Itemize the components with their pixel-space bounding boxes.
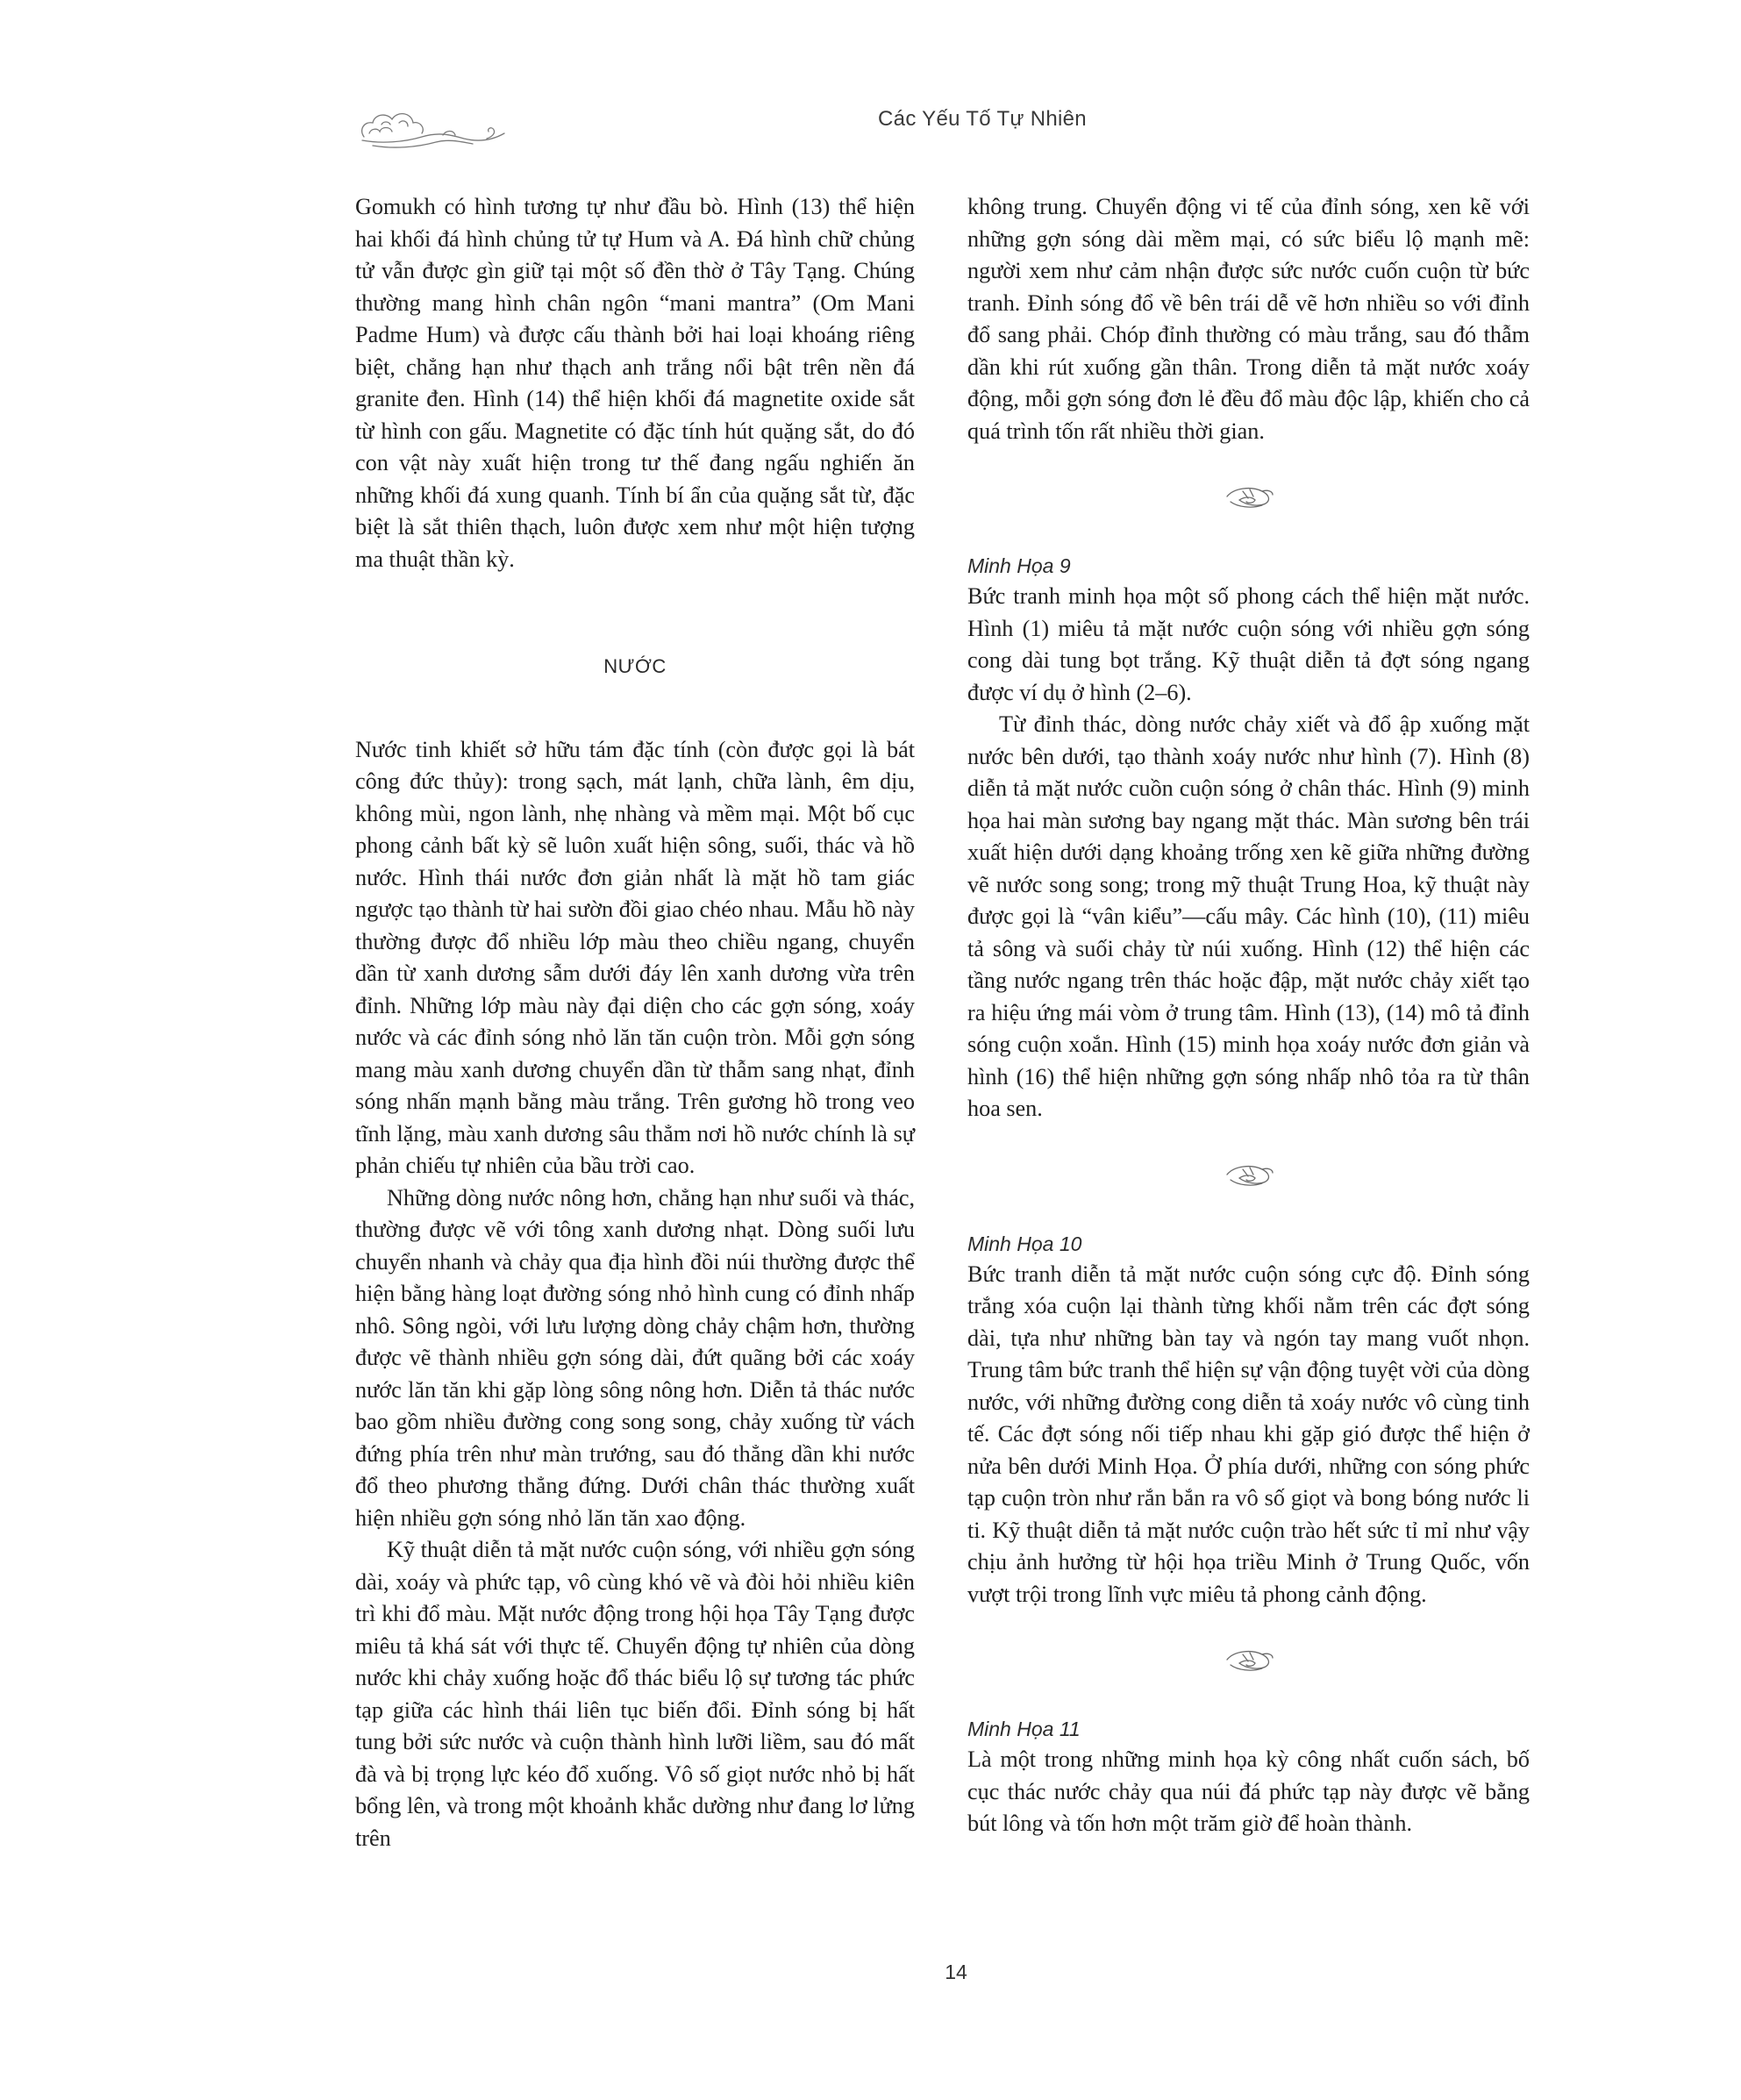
caption-title: Minh Họa 9 [967, 554, 1071, 577]
right-column [967, 191, 1530, 1840]
running-title: Các Yếu Tố Tự Nhiên [878, 107, 1087, 131]
caption-paragraph: Là một trong những minh họa kỳ công nhất cuốn sách, bố cục thác nước chảy qua núi đá phức tạp này được vẽ bằng bút lông và tốn hơn một trăm giờ để hoàn thành. [967, 1746, 1530, 1836]
intro-paragraph: Gomukh có hình tương tự như đầu bò. Hình (13) thể hiện hai khối đá hình chủng tử tự Hum và A. Đá hình chữ chủng tử vẫn được gìn giữ tại một số đền thờ ở Tây Tạng. Chúng thường mang hình chân ngôn “mani mantra” (Om Mani Padme Hum) và được cấu thành bởi hai loại khoáng riêng biệt, chẳng hạn như thạch anh trắng nổi bật trên nền đá granite đen. Hình (14) thể hiện khối đá magnetite oxide sắt từ hình con gấu. Magnetite có đặc tính hút quặng sắt, do đó con vật này xuất hiện trong tư thế đang ngấu nghiến ăn những khối đá xung quanh. Tính bí ẩn của quặng sắt từ, đặc biệt là sắt thiên thạch, luôn được xem như một hiện tượng ma thuật thần kỳ. [355, 194, 915, 572]
body-paragraph: Kỹ thuật diễn tả mặt nước cuộn sóng, với nhiều gợn sóng dài, xoáy và phức tạp, vô cùng khó vẽ và đòi hỏi nhiều kiên trì khi đổ màu. Mặt nước động trong hội họa Tây Tạng được miêu tả khá sát với thực tế. Chuyển động tự nhiên của dòng nước khi chảy xuống hoặc đổ thác biểu lộ sự tương tác phức tạp giữa các hình thái liên tục biến đổi. Đỉnh sóng bị hất tung bởi sức nước và cuộn thành hình lưỡi liềm, sau đó mất đà và bị trọng lực kéo đổ xuống. Vô số giọt nước nhỏ bị hất bổng lên, và trong một khoảnh khắc dường như đang lơ lửng trên [355, 1537, 915, 1851]
caption-paragraph: Bức tranh minh họa một số phong cách thể hiện mặt nước. Hình (1) miêu tả mặt nước cuộn sóng với nhiều gợn sóng cong dài tung bọt trắng. Kỹ thuật diễn tả đợt sóng ngang được ví dụ ở hình (2–6). [967, 583, 1530, 705]
page-number: 14 [945, 1961, 967, 1983]
conch-ornament-icon [1222, 481, 1276, 511]
section-heading: NƯỚC [603, 655, 667, 677]
caption-title: Minh Họa 10 [967, 1232, 1082, 1255]
caption-title: Minh Họa 11 [967, 1718, 1081, 1740]
caption-paragraph: Bức tranh diễn tả mặt nước cuộn sóng cực độ. Đỉnh sóng trắng xóa cuộn lại thành từng khối nằm trên các đợt sóng dài, tựa như những bàn tay và ngón tay mang vuốt nhọn. Trung tâm bức tranh thể hiện sự vận động tuyệt vời của dòng nước, với những đường cong diễn tả xoáy nước vô cùng tinh tế. Các đợt sóng nối tiếp nhau khi gặp gió được thể hiện ở nửa bên dưới Minh Họa. Ở phía dưới, những con sóng phức tạp cuộn tròn như rắn bắn ra vô số giọt và bong bóng nước li ti. Kỹ thuật diễn tả mặt nước cuộn trào hết sức tỉ mỉ như vậy chịu ảnh hưởng từ hội họa triều Minh ở Trung Quốc, vốn vượt trội trong lĩnh vực miêu tả phong cảnh động. [967, 1261, 1530, 1607]
conch-ornament-icon [1222, 1159, 1276, 1189]
left-column [355, 191, 915, 1854]
continuation-paragraph: không trung. Chuyển động vi tế của đỉnh sóng, xen kẽ với những gợn sóng dài mềm mại, có sức biểu lộ mạnh mẽ: người xem như cảm nhận được sức nước cuốn cuộn từ bức tranh. Đỉnh sóng đổ về bên trái dễ vẽ hơn nhiều so với đỉnh đổ sang phải. Chóp đỉnh thường có màu trắng, sau đó thẫm dần khi rút xuống gần thân. Trong diễn tả mặt nước xoáy động, mỗi gợn sóng đơn lẻ đều đổ màu độc lập, khiến cho cả quá trình tốn rất nhiều thời gian. [967, 194, 1530, 444]
caption-paragraph: Từ đỉnh thác, dòng nước chảy xiết và đổ ập xuống mặt nước bên dưới, tạo thành xoáy nước như hình (7). Hình (8) diễn tả mặt nước cuồn cuộn sóng ở chân thác. Hình (9) minh họa hai màn sương bay ngang mặt thác. Màn sương bên trái xuất hiện dưới dạng khoảng trống xen kẽ giữa những đường vẽ nước song song; trong mỹ thuật Trung Hoa, kỹ thuật này được gọi là “vân kiểu”—cấu mây. Các hình (10), (11) miêu tả sông và suối chảy từ núi xuống. Hình (12) thể hiện các tầng nước ngang trên thác hoặc đập, mặt nước chảy xiết tạo ra hiệu ứng mái vòm ở trung tâm. Hình (13), (14) mô tả đỉnh sóng cuộn xoắn. Hình (15) minh họa xoáy nước đơn giản và hình (16) thể hiện những gợn sóng nhấp nhô tỏa ra từ thân hoa sen. [967, 711, 1530, 1121]
body-paragraph: Nước tinh khiết sở hữu tám đặc tính (còn được gọi là bát công đức thủy): trong sạch, mát lạnh, chữa lành, êm dịu, không mùi, ngon lành, nhẹ nhàng và mềm mại. Một bố cục phong cảnh bất kỳ sẽ luôn xuất hiện sông, suối, thác và hồ nước. Hình thái nước đơn giản nhất là mặt hồ tam giác ngược tạo thành từ hai sườn đồi giao chéo nhau. Mẫu hồ này thường được đổ nhiều lớp màu theo chiều ngang, chuyển dần từ xanh dương sẫm dưới đáy lên xanh dương vừa trên đỉnh. Những lớp màu này đại diện cho các gợn sóng, xoáy nước và các đỉnh sóng nhỏ lăn tăn cuộn tròn. Mỗi gợn sóng mang màu xanh dương chuyển dần từ thẫm sang nhạt, đỉnh sóng nhấn mạnh bằng màu trắng. Trên gương hồ trong veo tĩnh lặng, màu xanh dương sâu thẳm nơi hồ nước chính là sự phản chiếu tự nhiên của bầu trời cao. [355, 736, 915, 1178]
cloud-scroll-icon [355, 98, 509, 153]
conch-ornament-icon [1222, 1644, 1276, 1674]
body-paragraph: Những dòng nước nông hơn, chẳng hạn như suối và thác, thường được vẽ với tông xanh dương nhạt. Dòng suối lưu chuyển nhanh và chảy qua địa hình đồi núi thường được thể hiện bằng hàng loạt đường sóng nhỏ hình cung có đỉnh nhấp nhô. Sông ngòi, với lưu lượng dòng chảy chậm hơn, thường được vẽ thành nhiều gợn sóng dài, đứt quãng bởi các xoáy nước lăn tăn khi gặp lòng sông nông hơn. Diễn tả thác nước bao gồm nhiều đường cong song song, chảy xuống từ vách đứng phía trên như màn trướng, sau đó thẳng dần khi nước đổ theo phương thẳng đứng. Dưới chân thác thường xuất hiện nhiều gợn sóng nhỏ lăn tăn xao động. [355, 1184, 915, 1531]
